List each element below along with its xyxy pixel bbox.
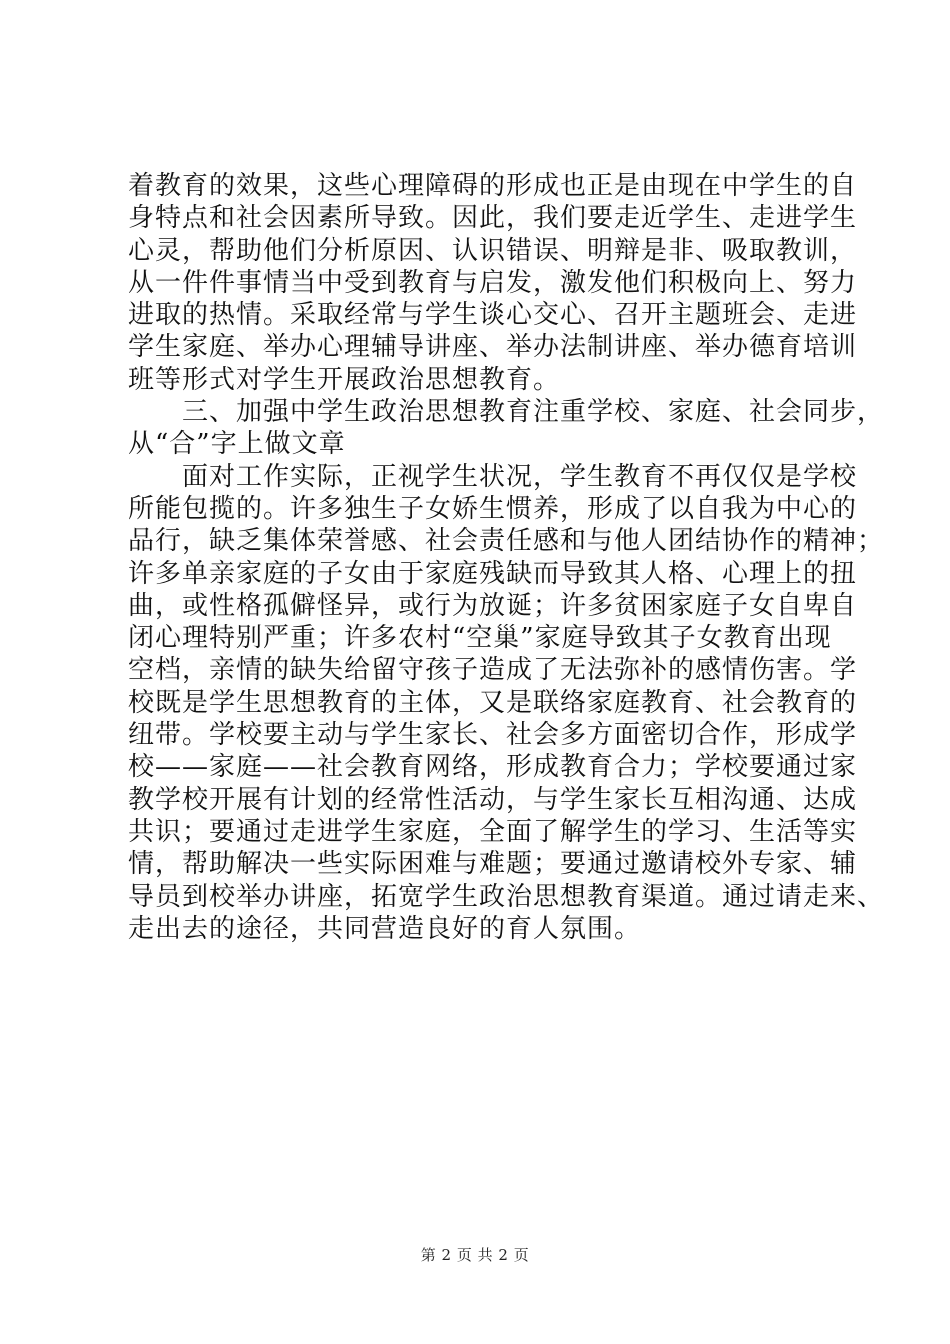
text-line: 心灵，帮助他们分析原因、认识错误、明辩是非、吸取教训， — [128, 235, 858, 266]
text-line: 纽带。学校要主动与学生家长、社会多方面密切合作，形成学 — [128, 720, 858, 751]
text-line: 许多单亲家庭的子女由于家庭残缺而导致其人格、心理上的扭 — [128, 558, 858, 589]
text-line: 空档，亲情的缺失给留守孩子造成了无法弥补的感情伤害。学 — [128, 655, 858, 686]
text-line: 进取的热情。采取经常与学生谈心交心、召开主题班会、走进 — [128, 300, 858, 331]
text-line: 走出去的途径，共同营造良好的育人氛围。 — [128, 913, 642, 944]
text-line: 从一件件事情当中受到教育与启发，激发他们积极向上、努力 — [128, 267, 858, 298]
text-line: 班等形式对学生开展政治思想教育。 — [128, 364, 561, 395]
text-line: 教学校开展有计划的经常性活动，与学生家长互相沟通、达成 — [128, 784, 858, 815]
text-line: 情，帮助解决一些实际困难与难题；要通过邀请校外专家、辅 — [128, 849, 858, 880]
text-line: 所能包揽的。许多独生子女娇生惯养，形成了以自我为中心的 — [128, 493, 858, 524]
body-text — [128, 170, 885, 945]
text-line: 校——家庭——社会教育网络，形成教育合力；学校要通过家 — [128, 752, 858, 783]
text-line: 身特点和社会因素所导致。因此，我们要走近学生、走进学生 — [128, 203, 858, 234]
text-line: 曲，或性格孤僻怪异，或行为放诞；许多贫困家庭子女自卑自 — [128, 590, 858, 621]
section-heading-line: 三、加强中学生政治思想教育注重学校、家庭、社会同步， — [128, 397, 885, 428]
text-line: 闭心理特别严重；许多农村“空巢”家庭导致其子女教育出现 — [128, 623, 832, 654]
text-line: 学生家庭、举办心理辅导讲座、举办法制讲座、举办德育培训 — [128, 332, 858, 363]
text-line: 品行，缺乏集体荣誉感、社会责任感和与他人团结协作的精神； — [128, 526, 885, 557]
page-number-footer: 第 2 页 共 2 页 — [420, 1246, 530, 1264]
text-line: 面对工作实际，正视学生状况，学生教育不再仅仅是学校 — [128, 461, 858, 492]
text-line: 共识；要通过走进学生家庭，全面了解学生的学习、生活等实 — [128, 816, 858, 847]
section-heading-line: 从“合”字上做文章 — [128, 429, 346, 460]
text-line: 着教育的效果，这些心理障碍的形成也正是由现在中学生的自 — [128, 171, 858, 201]
text-line: 导员到校举办讲座，拓宽学生政治思想教育渠道。通过请走来、 — [128, 881, 885, 912]
text-line: 校既是学生思想教育的主体，又是联络家庭教育、社会教育的 — [128, 687, 858, 718]
